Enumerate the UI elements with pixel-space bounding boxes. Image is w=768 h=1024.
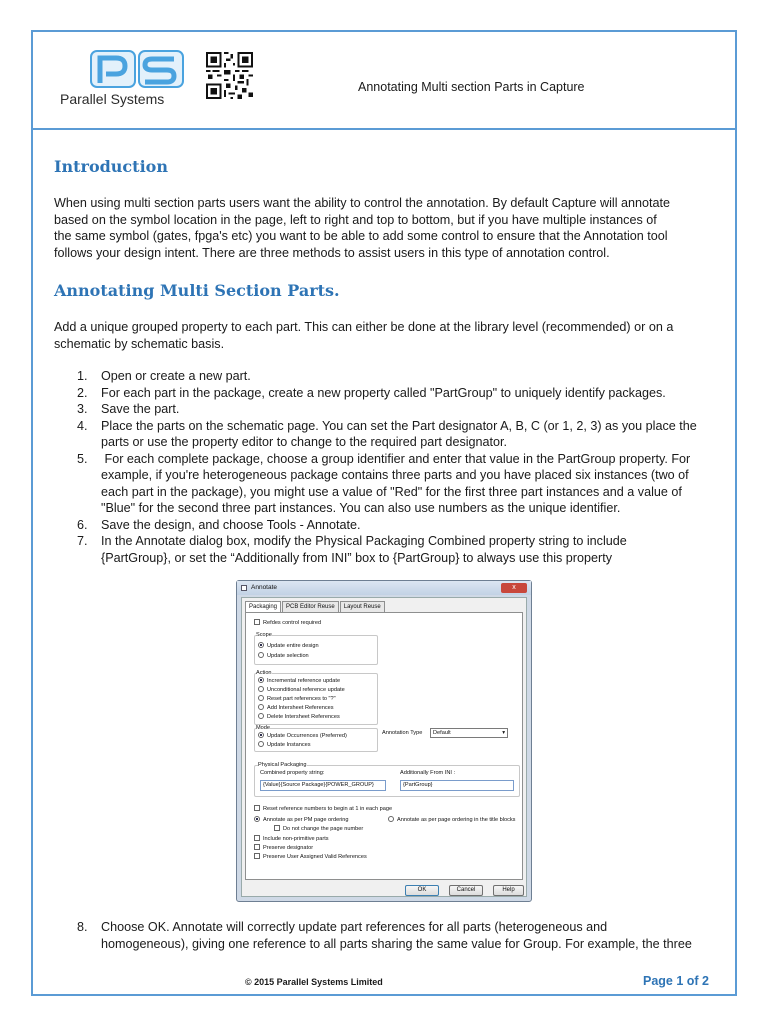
section-heading: Annotating Multi Section Parts.: [54, 281, 340, 300]
window-icon: [241, 585, 247, 591]
step-line: {PartGroup}, or set the “Additionally from INI” box to {PartGroup} to always use this property: [101, 550, 612, 565]
include-nonprimitive-checkbox[interactable]: Include non-primitive parts: [254, 835, 329, 842]
annotate-title-radio[interactable]: Annotate as per page ordering in the title blocks: [388, 816, 515, 823]
step-line: Choose OK. Annotate will correctly update part references for all parts (heterogeneous and: [101, 920, 608, 934]
introduction-paragraph: [54, 195, 716, 261]
step-line: "Blue" for the second three part instances. You can also use numbers as the unique identifier.: [101, 501, 621, 515]
step-number: 8.: [77, 920, 88, 934]
document-title: Annotating Multi section Parts in Capture: [358, 80, 585, 94]
close-icon[interactable]: x: [501, 583, 527, 593]
step-number: 6.: [77, 517, 88, 532]
action-add-intersheet-radio[interactable]: Add Intersheet References: [258, 704, 334, 711]
preserve-user-checkbox[interactable]: Preserve User Assigned Valid References: [254, 853, 367, 860]
annotation-type-select[interactable]: Default ▾: [430, 728, 508, 738]
paragraph-line: follows your design intent. There are three methods to assist users in this type of annotation control.: [54, 245, 610, 260]
ok-button[interactable]: OK: [405, 885, 439, 896]
paragraph-line: the same symbol (gates, fpga's etc) you want to be able to add some control to ensure that the Annotation tool: [54, 229, 668, 243]
refdes-control-checkbox[interactable]: Refdes control required: [254, 619, 321, 626]
mode-label: Mode: [256, 725, 270, 731]
step-item: [54, 368, 716, 385]
dialog-tabs: [245, 601, 386, 612]
reset-refs-checkbox[interactable]: Reset reference numbers to begin at 1 in each page: [254, 805, 392, 812]
dialog-body: [241, 597, 527, 897]
paragraph-line: When using multi section parts users want the ability to control the annotation. By default Capture will annotate: [54, 196, 671, 210]
step-line: In the Annotate dialog box, modify the Physical Packaging Combined property string to include: [101, 534, 627, 548]
action-label: Action: [256, 670, 272, 676]
step-line: Place the parts on the schematic page. You can set the Part designator A, B, C (or 1, 2, 3) as you place the: [101, 418, 697, 433]
scope-label: Scope: [256, 632, 272, 638]
scope-group: [254, 635, 378, 665]
introduction-heading: Introduction: [54, 157, 168, 176]
step-line: For each part in the package, create a new property called "PartGroup" to uniquely identify packages.: [101, 385, 666, 400]
step-line: Open or create a new part.: [101, 369, 251, 383]
physical-packaging-label: Physical Packaging: [258, 762, 307, 768]
annotate-dialog: [236, 580, 532, 902]
packaging-panel: [245, 612, 523, 880]
combined-property-input[interactable]: {Value}{Source Package}{POWER_GROUP}: [260, 780, 386, 791]
step-line: parts or use the property editor to change to the required part designator.: [101, 435, 508, 449]
tab-pcb-editor-reuse[interactable]: PCB Editor Reuse: [282, 601, 339, 612]
help-button[interactable]: Help: [493, 885, 524, 896]
step-number: 7.: [77, 534, 88, 548]
preserve-designator-checkbox[interactable]: Preserve designator: [254, 844, 313, 851]
dialog-titlebar: [237, 581, 531, 595]
qr-code-icon: [206, 52, 253, 99]
step-line: For each complete package, choose a group identifier and enter that value in the PartGroup property. For: [101, 451, 691, 466]
additional-ini-input[interactable]: {PartGroup}: [400, 780, 514, 791]
step-item: [54, 517, 716, 534]
steps-list: [54, 368, 716, 566]
page-number: Page 1 of 2: [643, 974, 709, 988]
step-line: homogeneous), giving one reference to all parts sharing the same value for Group. For example, the three: [101, 936, 692, 951]
action-incremental-radio[interactable]: Incremental reference update: [258, 677, 340, 684]
paragraph-line: schematic by schematic basis.: [54, 336, 225, 351]
step-line: example, if you're heterogeneous package contains three parts and you have placed six instances (two of: [101, 468, 689, 482]
step-number: 2.: [77, 385, 88, 400]
copyright-notice: © 2015 Parallel Systems Limited: [245, 977, 383, 987]
paragraph-line: Add a unique grouped property to each part. This can either be done at the library level (recommended) or on a: [54, 320, 674, 334]
action-delete-intersheet-radio[interactable]: Delete Intersheet References: [258, 713, 340, 720]
company-name: Parallel Systems: [60, 91, 165, 107]
dialog-title: Annotate: [251, 584, 278, 591]
company-logo: [60, 50, 190, 110]
combined-property-label: Combined property string:: [260, 770, 325, 776]
ps-logo-icon: [90, 50, 185, 90]
additional-ini-label: Additionally From INI :: [400, 770, 456, 776]
step-number: 5.: [77, 451, 88, 466]
step-item: [54, 418, 716, 451]
step-item: [54, 401, 716, 418]
tab-packaging[interactable]: Packaging: [245, 601, 281, 612]
scope-entire-design-radio[interactable]: Update entire design: [258, 642, 319, 649]
header-divider: [33, 128, 735, 130]
mode-instances-radio[interactable]: Update Instances: [258, 741, 311, 748]
chevron-down-icon: ▾: [502, 730, 505, 736]
section-paragraph: [54, 319, 716, 352]
step-item: [54, 919, 716, 952]
scope-selection-radio[interactable]: Update selection: [258, 652, 309, 659]
step-item: [54, 533, 716, 566]
tab-layout-reuse[interactable]: Layout Reuse: [340, 601, 385, 612]
step-item: [54, 451, 716, 517]
annotate-pm-radio[interactable]: Annotate as per PM page ordering: [254, 816, 349, 823]
step-number: 1.: [77, 369, 88, 383]
step-number: 3.: [77, 402, 88, 416]
paragraph-line: based on the symbol location in the page, left to right and top to bottom, but if you have multiple instances of: [54, 212, 657, 227]
dont-change-page-checkbox[interactable]: Do not change the page number: [274, 825, 363, 832]
annotation-type-label: Annotation Type: [382, 730, 423, 736]
step-line: each part in the package), you might use a value of "Red" for the first three part instances and a value of: [101, 484, 682, 499]
step-number: 4.: [77, 418, 88, 433]
steps-continued-list: [54, 919, 716, 952]
step-item: [54, 385, 716, 402]
action-reset-radio[interactable]: Reset part references to "?": [258, 695, 336, 702]
mode-occurrences-radio[interactable]: Update Occurrences (Preferred): [258, 732, 347, 739]
step-line: Save the part.: [101, 402, 180, 416]
step-line: Save the design, and choose Tools - Annotate.: [101, 517, 361, 532]
action-unconditional-radio[interactable]: Unconditional reference update: [258, 686, 345, 693]
cancel-button[interactable]: Cancel: [449, 885, 483, 896]
